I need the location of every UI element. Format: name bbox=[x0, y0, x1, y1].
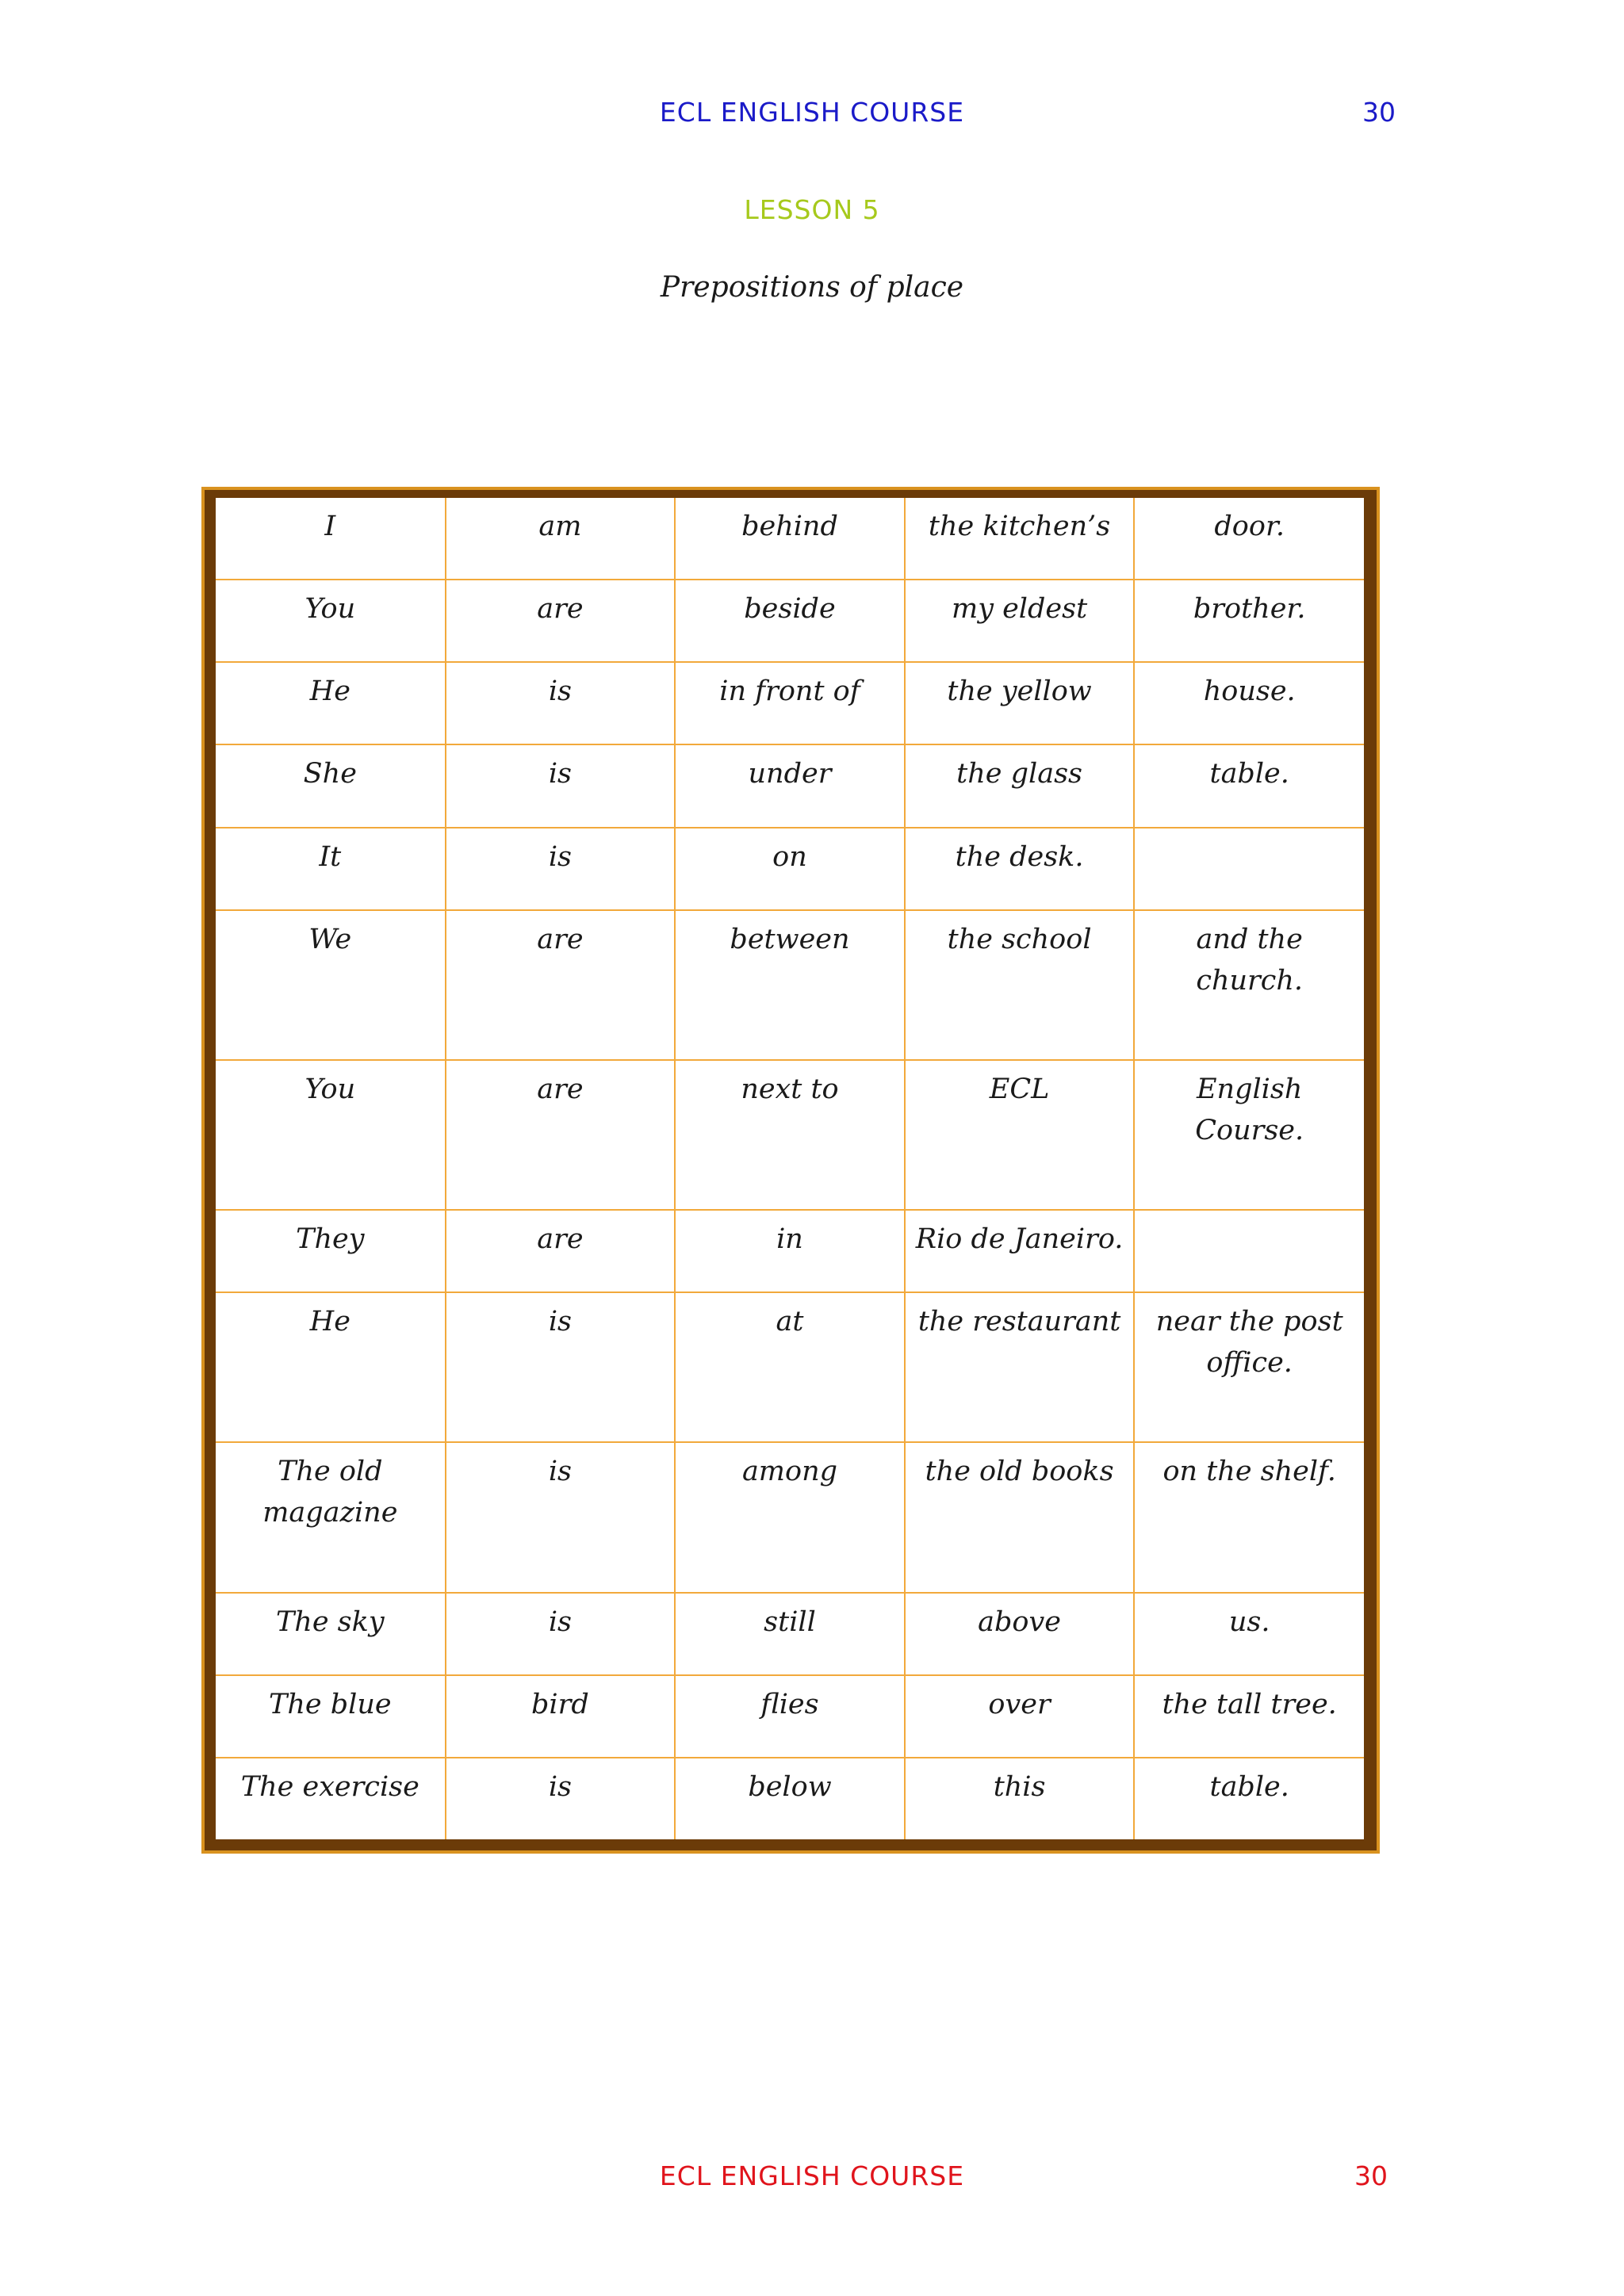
table-row bbox=[216, 1292, 1364, 1442]
table-frame-inner bbox=[216, 498, 1364, 1839]
table-row bbox=[216, 580, 1364, 662]
table-row bbox=[216, 498, 1364, 580]
table-cell: house. bbox=[1134, 662, 1364, 744]
table-cell: You bbox=[216, 580, 446, 662]
table-row bbox=[216, 1060, 1364, 1210]
table-row bbox=[216, 662, 1364, 744]
table-cell: is bbox=[446, 1292, 676, 1442]
preposition-cell: behind bbox=[675, 498, 905, 580]
table-cell: table. bbox=[1134, 1758, 1364, 1839]
preposition-cell: on bbox=[675, 828, 905, 910]
preposition-cell: under bbox=[675, 744, 905, 827]
table-cell: us. bbox=[1134, 1593, 1364, 1675]
preposition-cell: among bbox=[675, 1442, 905, 1592]
lesson-label: LESSON 5 bbox=[744, 194, 880, 225]
preposition-cell: in bbox=[675, 1210, 905, 1292]
table-cell: the tall tree. bbox=[1134, 1675, 1364, 1758]
header-title: ECL ENGLISH COURSE bbox=[659, 97, 965, 128]
table-cell: near the post office. bbox=[1134, 1292, 1364, 1442]
table-cell: brother. bbox=[1134, 580, 1364, 662]
table-cell: the desk. bbox=[905, 828, 1135, 910]
table-cell: this bbox=[905, 1758, 1135, 1839]
table-cell: is bbox=[446, 828, 676, 910]
table-cell: is bbox=[446, 1758, 676, 1839]
table-row bbox=[216, 1758, 1364, 1839]
table-cell: is bbox=[446, 1593, 676, 1675]
table-cell: still bbox=[675, 1593, 905, 1675]
table-cell: I bbox=[216, 498, 446, 580]
table-row bbox=[216, 910, 1364, 1060]
preposition-cell: next to bbox=[675, 1060, 905, 1210]
table-cell: and the church. bbox=[1134, 910, 1364, 1060]
footer-title: ECL ENGLISH COURSE bbox=[659, 2160, 965, 2191]
table-cell: bird bbox=[446, 1675, 676, 1758]
preposition-cell: beside bbox=[675, 580, 905, 662]
table-cell: the school bbox=[905, 910, 1135, 1060]
preposition-cell: below bbox=[675, 1758, 905, 1839]
table-cell bbox=[1134, 1210, 1364, 1292]
table-cell: the glass bbox=[905, 744, 1135, 827]
table-cell: door. bbox=[1134, 498, 1364, 580]
footer-page-number: 30 bbox=[1354, 2160, 1388, 2191]
table-row bbox=[216, 1210, 1364, 1292]
preposition-cell: at bbox=[675, 1292, 905, 1442]
table-cell: are bbox=[446, 910, 676, 1060]
table-cell: the restaurant bbox=[905, 1292, 1135, 1442]
table-cell: They bbox=[216, 1210, 446, 1292]
table-cell: She bbox=[216, 744, 446, 827]
table-cell: the old books bbox=[905, 1442, 1135, 1592]
table-row bbox=[216, 1593, 1364, 1675]
table-cell: The exercise bbox=[216, 1758, 446, 1839]
table-cell: is bbox=[446, 744, 676, 827]
preposition-cell: over bbox=[905, 1675, 1135, 1758]
table-cell: You bbox=[216, 1060, 446, 1210]
table-cell: are bbox=[446, 1060, 676, 1210]
table-cell: flies bbox=[675, 1675, 905, 1758]
preposition-cell-highlighted: in front of bbox=[675, 662, 905, 744]
table-cell: The sky bbox=[216, 1593, 446, 1675]
table-cell: am bbox=[446, 498, 676, 580]
table-cell: is bbox=[446, 1442, 676, 1592]
preposition-cell: between bbox=[675, 910, 905, 1060]
table-cell: We bbox=[216, 910, 446, 1060]
preposition-cell: above bbox=[905, 1593, 1135, 1675]
table-cell: The old magazine bbox=[216, 1442, 446, 1592]
table-row bbox=[216, 1442, 1364, 1592]
table-row bbox=[216, 744, 1364, 827]
lesson-subtitle: Prepositions of place bbox=[660, 271, 964, 304]
prepositions-table bbox=[216, 498, 1364, 1839]
table-cell: It bbox=[216, 828, 446, 910]
table-cell: the yellow bbox=[905, 662, 1135, 744]
table-cell: is bbox=[446, 662, 676, 744]
table-cell: table. bbox=[1134, 744, 1364, 827]
table-row bbox=[216, 828, 1364, 910]
table-cell: ECL bbox=[905, 1060, 1135, 1210]
table-cell: the kitchen’s bbox=[905, 498, 1135, 580]
table-cell: are bbox=[446, 580, 676, 662]
table-cell: He bbox=[216, 1292, 446, 1442]
table-cell: English Course. bbox=[1134, 1060, 1364, 1210]
table-cell: The blue bbox=[216, 1675, 446, 1758]
table-cell bbox=[1134, 828, 1364, 910]
table-cell: He bbox=[216, 662, 446, 744]
table-row bbox=[216, 1675, 1364, 1758]
table-cell: are bbox=[446, 1210, 676, 1292]
table-frame bbox=[201, 487, 1380, 1854]
table-cell: Rio de Janeiro. bbox=[905, 1210, 1135, 1292]
header-page-number: 30 bbox=[1362, 97, 1396, 128]
table-cell: my eldest bbox=[905, 580, 1135, 662]
table-cell: on the shelf. bbox=[1134, 1442, 1364, 1592]
